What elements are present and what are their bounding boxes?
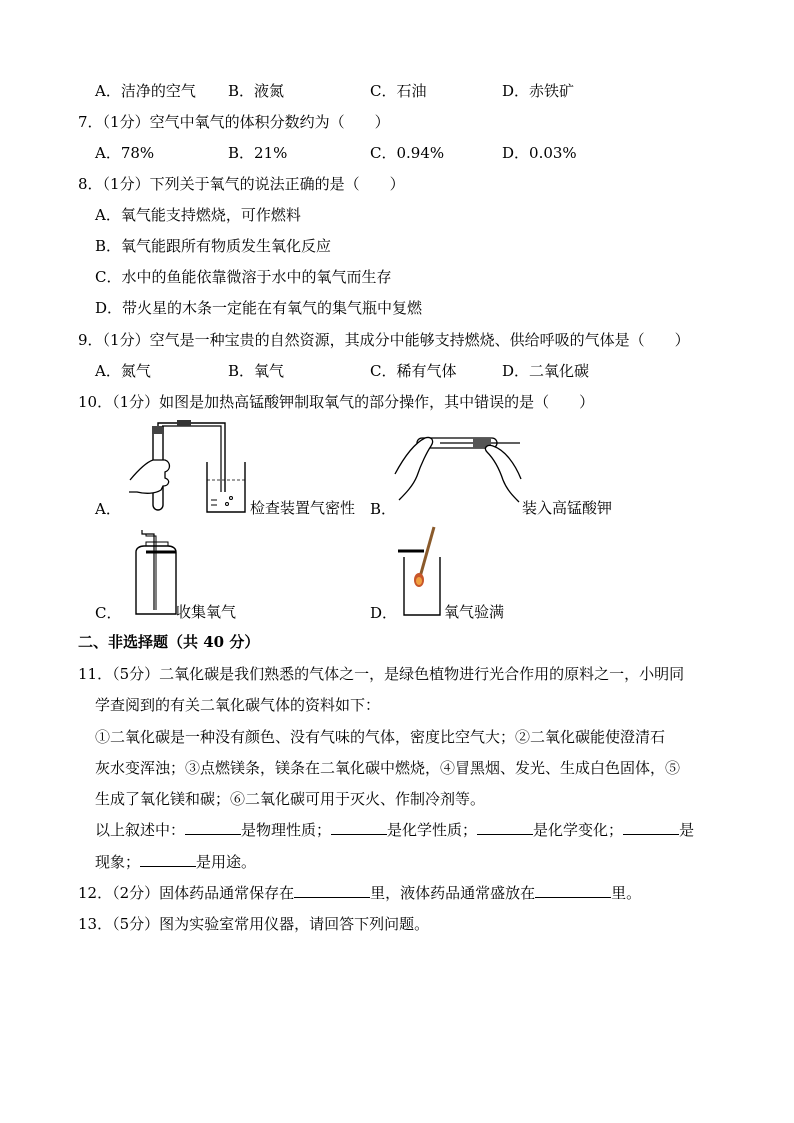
q11-line7: [95, 852, 256, 872]
q11-line3: ①二氧化碳是一种没有颜色、没有气味的气体，密度比空气大；②二氧化碳能使澄清石: [95, 728, 666, 746]
q8-option-a: A．氧气能支持燃烧，可作燃料: [95, 206, 301, 224]
q6-option-b: B．液氮: [228, 82, 285, 100]
q8-option-d: D．带火星的木条一定能在有氧气的集气瓶中复燃: [95, 299, 423, 317]
q7-option-a: A．78%: [95, 144, 155, 162]
q12-part1: 12．（2分）固体药品通常保存在: [78, 884, 295, 902]
q11-line4: 灰水变浑浊；③点燃镁条，镁条在二氧化碳中燃烧，④冒黑烟、发光、生成白色固体，⑤: [95, 759, 681, 777]
q10-label-b: B．: [370, 500, 397, 518]
q9-option-a: A．氮气: [95, 362, 151, 380]
q7-option-c: C．0.94%: [370, 144, 445, 162]
q11-use-label: 是用途。: [196, 853, 257, 871]
q12-line: [78, 883, 641, 903]
q11-line5: 生成了氧化镁和碳；⑥二氧化碳可用于灭火、作制冷剂等。: [95, 790, 486, 808]
q10-label-d: D．: [370, 604, 398, 622]
q11-line1: 11．（5分）二氧化碳是我们熟悉的气体之一，是绿色植物进行光合作用的原料之一，小明同: [78, 665, 685, 683]
answer-blank-phenomenon[interactable]: [623, 820, 679, 835]
answer-blank-solid-container[interactable]: [294, 883, 370, 898]
q7-option-b: B．21%: [228, 144, 288, 162]
q10-stem: 10．（1分）如图是加热高锰酸钾制取氧气的部分操作，其中错误的是（ ）: [78, 393, 595, 411]
q10-caption-d: 氧气验满: [444, 603, 505, 621]
q8-stem: 8．（1分）下列关于氧气的说法正确的是（ ）: [78, 175, 405, 193]
figure-a-airtightness-check: [125, 420, 250, 516]
answer-blank-use[interactable]: [140, 852, 196, 867]
answer-blank-chemical-property[interactable]: [331, 820, 387, 835]
answer-blank-chemical-change[interactable]: [477, 820, 533, 835]
q9-stem: 9．（1分）空气是一种宝贵的自然资源，其成分中能够支持燃烧、供给呼吸的气体是（ ）: [78, 331, 690, 349]
q8-option-c: C．水中的鱼能依靠微溶于水中的氧气而生存: [95, 268, 392, 286]
q11-phenomenon-tail: 现象；: [95, 853, 141, 871]
q6-option-d: D．赤铁矿: [502, 82, 575, 100]
answer-blank-physical[interactable]: [185, 820, 241, 835]
q7-option-d: D．0.03%: [502, 144, 577, 162]
q11-line2: 学查阅到的有关二氧化碳气体的资料如下：: [95, 696, 381, 714]
q10-caption-b: 装入高锰酸钾: [522, 499, 613, 517]
figure-d-oxygen-test: [398, 527, 448, 619]
q12-part3: 里。: [611, 884, 642, 902]
figure-c-collecting-gas: [128, 530, 180, 620]
q11-line6: [95, 820, 694, 840]
q10-label-a: A．: [95, 500, 121, 518]
q9-option-d: D．二氧化碳: [502, 362, 590, 380]
figure-b-loading-reagent: [395, 424, 525, 504]
q6-option-c: C．石油: [370, 82, 427, 100]
q10-caption-c: 收集氧气: [176, 603, 237, 621]
answer-blank-liquid-container[interactable]: [535, 883, 611, 898]
q6-option-a: A．洁净的空气: [95, 82, 196, 100]
section-title: 二、非选择题（共 40 分）: [78, 633, 260, 651]
q11-physical-label: 是物理性质；: [241, 821, 332, 839]
q9-option-c: C．稀有气体: [370, 362, 457, 380]
q10-caption-a: 检查装置气密性: [250, 499, 356, 517]
q9-option-b: B．氧气: [228, 362, 285, 380]
q12-part2: 里，液体药品通常盛放在: [370, 884, 536, 902]
q11-chemical-property-label: 是化学性质；: [387, 821, 478, 839]
q13-stem: 13．（5分）图为实验室常用仪器，请回答下列问题。: [78, 915, 430, 933]
q7-stem: 7．（1分）空气中氧气的体积分数约为（ ）: [78, 113, 390, 131]
q10-label-c: C．: [95, 604, 122, 622]
q11-intro: 以上叙述中：: [95, 821, 186, 839]
q11-phenomenon-label: 是: [679, 821, 695, 839]
q8-option-b: B．氧气能跟所有物质发生氧化反应: [95, 237, 332, 255]
q11-chemical-change-label: 是化学变化；: [533, 821, 624, 839]
